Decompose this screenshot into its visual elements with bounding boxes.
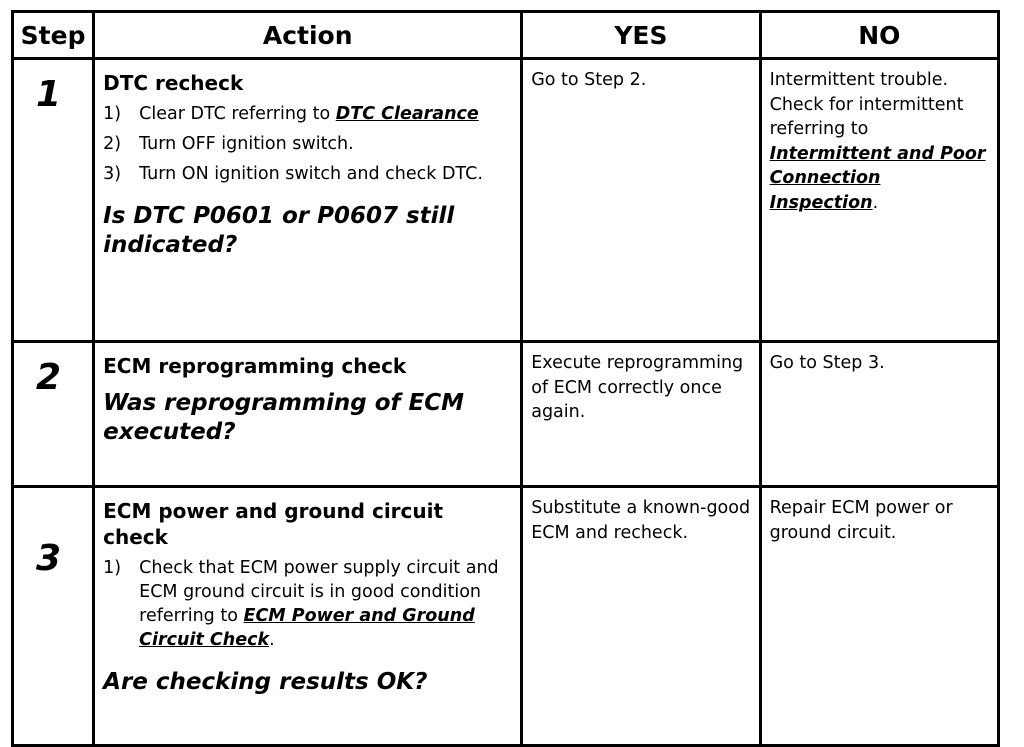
yes-cell: Execute reprogramming of ECM correctly once again. [522, 342, 760, 487]
step-number: 2 [36, 357, 62, 398]
list-item [103, 102, 512, 126]
list-item [103, 162, 512, 186]
ecm-power-ground-check-link[interactable]: ECM Power and Ground Circuit Check [139, 606, 475, 650]
table-row [13, 342, 999, 487]
action-cell [94, 487, 522, 746]
list-item-after: . [269, 630, 275, 650]
action-cell [94, 59, 522, 342]
dtc-clearance-link[interactable]: DTC Clearance [335, 104, 479, 124]
header-yes: YES [522, 12, 760, 59]
list-item-body: Check that ECM power supply circuit and ECM ground circuit is in good condition referring to [139, 558, 499, 626]
list-item-number: 1) [103, 558, 122, 578]
no-text: Intermittent trouble. Check for intermittent referring to [769, 70, 964, 139]
step-number: 1 [36, 74, 62, 115]
list-item [103, 556, 512, 652]
step-cell [13, 487, 94, 746]
no-after: . [872, 192, 879, 213]
list-item-number: 2) [103, 134, 122, 154]
list-item-text [139, 102, 512, 126]
action-title: ECM reprogramming check [103, 354, 407, 378]
no-cell [760, 59, 998, 342]
list-item-body: Clear DTC referring to [139, 104, 336, 124]
action-title: ECM power and ground circuit check [103, 499, 444, 549]
table-row [13, 487, 999, 746]
step-cell [13, 59, 94, 342]
step-number: 3 [36, 538, 62, 579]
step-cell [13, 342, 94, 487]
header-action: Action [94, 12, 522, 59]
action-title: DTC recheck [103, 71, 244, 95]
list-item-text [139, 556, 512, 652]
action-question: Was reprogramming of ECM executed? [103, 390, 464, 445]
action-list [103, 556, 512, 652]
no-cell: Repair ECM power or ground circuit. [760, 487, 998, 746]
list-item-number: 1) [103, 104, 122, 124]
list-item-text: Turn ON ignition switch and check DTC. [139, 164, 483, 184]
action-question: Is DTC P0601 or P0607 still indicated? [103, 203, 455, 258]
diagnostic-table [11, 10, 1000, 747]
no-cell: Go to Step 3. [760, 342, 998, 487]
yes-cell: Substitute a known-good ECM and recheck. [522, 487, 760, 746]
header-step: Step [13, 12, 94, 59]
list-item-number: 3) [103, 164, 122, 184]
table-row [13, 59, 999, 342]
action-list [103, 102, 512, 186]
yes-cell: Go to Step 2. [522, 59, 760, 342]
action-question: Are checking results OK? [103, 669, 428, 695]
intermittent-inspection-link[interactable]: Intermittent and Poor Connection Inspection [769, 143, 986, 213]
list-item-text: Turn OFF ignition switch. [139, 134, 354, 154]
action-cell [94, 342, 522, 487]
header-no: NO [760, 12, 998, 59]
list-item [103, 132, 512, 156]
header-row [13, 12, 999, 59]
